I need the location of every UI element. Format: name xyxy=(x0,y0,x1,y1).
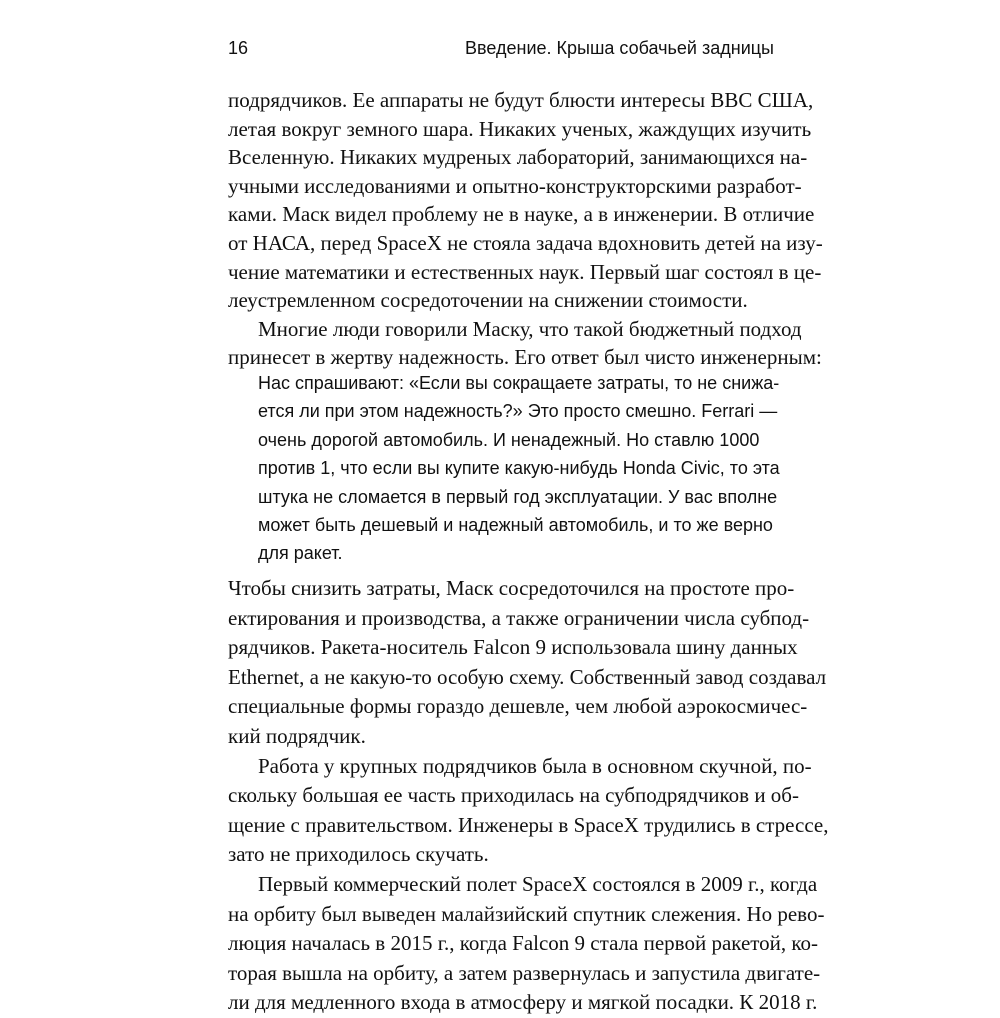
text-line: люция началась в 2015 г., когда Falcon 9 стала первой ракетой, ко- xyxy=(228,931,819,956)
text-line: Первый коммерческий полет SpaceX состоялся в 2009 г., когда xyxy=(258,871,818,896)
text-line: принесет в жертву надежность. Его ответ был чисто инженерным: xyxy=(228,345,822,370)
text-line: леустремленном сосредоточении на снижении стоимости. xyxy=(228,288,748,313)
text-line: ками. Маск видел проблему не в науке, а в инженерии. В отличие xyxy=(228,202,815,227)
text-line: кий подрядчик. xyxy=(228,723,366,748)
text-line: рядчиков. Ракета-носитель Falcon 9 использовала шину данных xyxy=(228,635,798,660)
quote-line: Нас спрашивают: «Если вы сокращаете затраты, то не снижа- xyxy=(258,373,780,393)
quote-line: очень дорогой автомобиль. И ненадежный. Но ставлю 1000 xyxy=(258,429,760,450)
section-title: Введение. Крыша собачьей задницы xyxy=(465,38,774,58)
body-text-block-1 xyxy=(228,86,823,372)
text-line: чение математики и естественных наук. Первый шаг состоял в це- xyxy=(228,259,822,284)
quote-line: ется ли при этом надежность?» Это просто смешно. Ferrari — xyxy=(258,401,778,422)
text-line: подрядчиков. Ее аппараты не будут блюсти интересы ВВС США, xyxy=(228,88,814,112)
running-head xyxy=(228,34,774,62)
body-text-block-2 xyxy=(228,574,829,1018)
text-line: специальные формы гораздо дешевле, чем любой аэрокосмичес- xyxy=(228,694,808,719)
text-line: учными исследованиями и опытно-конструкторскими разработ- xyxy=(228,173,802,198)
text-line: ли для медленного входа в атмосферу и мягкой посадки. К 2018 г. xyxy=(228,990,818,1015)
text-line: от НАСА, перед SpaceX не стояла задача вдохновить детей на изу- xyxy=(228,230,823,255)
text-line: Ethernet, а не какую-то особую схему. Собственный завод создавал xyxy=(228,664,827,689)
quote-line: штука не сломается в первый год эксплуатации. У вас вполне xyxy=(258,486,778,507)
text-line: летая вокруг земного шара. Никаких ученых, жаждущих изучить xyxy=(228,116,812,141)
text-line: Работа у крупных подрядчиков была в основном скучной, по- xyxy=(258,753,812,778)
text-line: на орбиту был выведен малайзийский спутник слежения. Но рево- xyxy=(228,901,825,926)
quote-line: может быть дешевый и надежный автомобиль, и то же верно xyxy=(258,515,773,536)
text-line: скольку большая ее часть приходилась на субподрядчиков и об- xyxy=(228,783,799,808)
text-line: зато не приходилось скучать. xyxy=(228,842,489,867)
block-quote xyxy=(258,369,780,568)
page-number: 16 xyxy=(228,38,249,58)
text-line: ектирования и производства, а также ограничении числа субпод- xyxy=(228,605,810,630)
text-line: Чтобы снизить затраты, Маск сосредоточился на простоте про- xyxy=(228,576,795,600)
quote-line: против 1, что если вы купите какую-нибудь Honda Civic, то эта xyxy=(258,458,780,479)
text-line: торая вышла на орбиту, а затем развернулась и запустила двигате- xyxy=(228,960,821,985)
text-line: Многие люди говорили Маску, что такой бюджетный подход xyxy=(258,316,802,341)
text-line: Вселенную. Никаких мудреных лабораторий, занимающихся на- xyxy=(228,145,808,170)
quote-line: для ракет. xyxy=(258,543,343,564)
text-line: щение с правительством. Инженеры в SpaceX трудились в стрессе, xyxy=(228,812,829,837)
